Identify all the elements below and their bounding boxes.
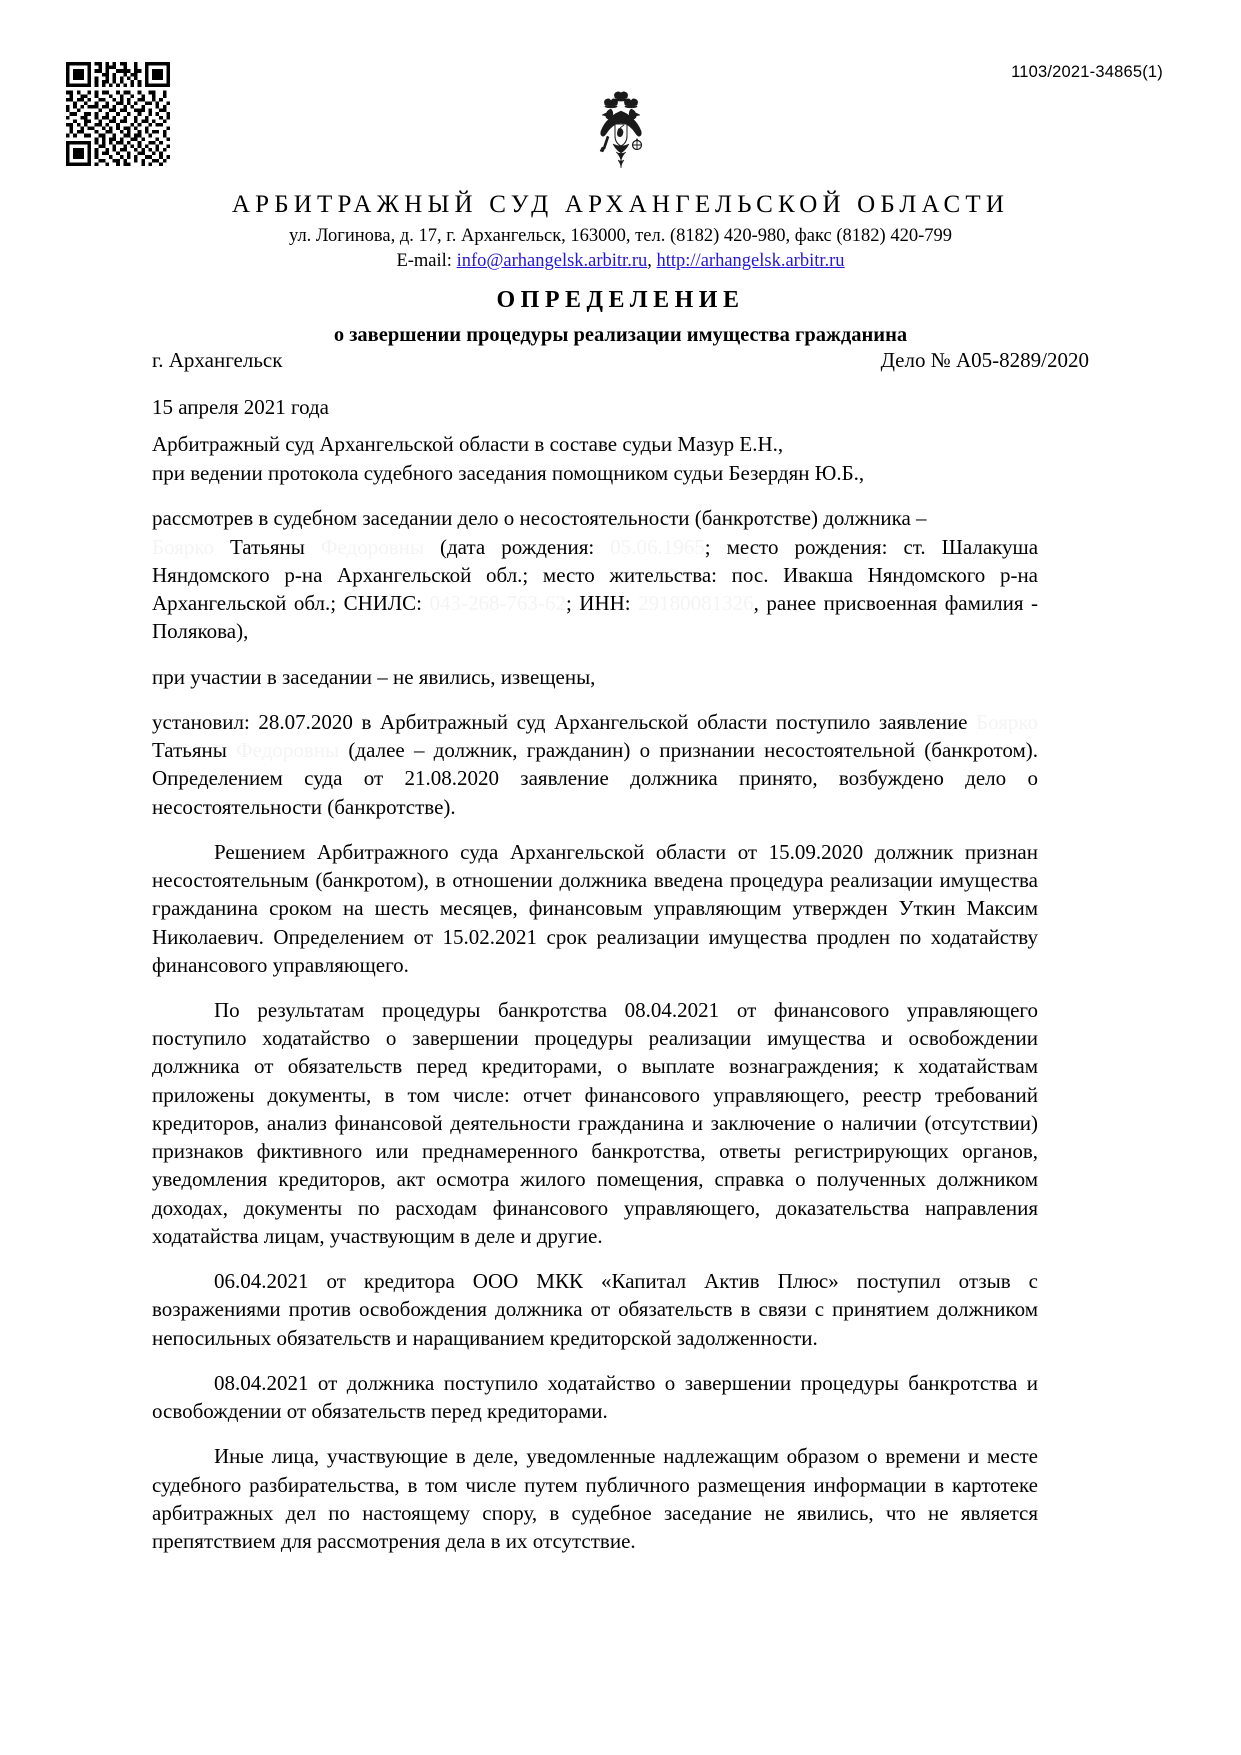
debtor-firstname: Татьяны <box>230 534 305 559</box>
paragraph-court-composition: Арбитражный суд Архангельской области в составе судьи Мазур Е.Н., <box>152 432 784 456</box>
redacted-inn: 29180081326 <box>638 591 754 616</box>
document-title-block <box>0 286 1241 347</box>
redacted-snils: 043-268-763-62 <box>429 591 566 616</box>
paragraph-court-decision: Решением Арбитражного суда Архангельской области от 15.09.2020 должник признан несостоятельным (банкротом), в отношении должника введена процедура реализации имущества гражданина сроком на шесть месяцев, финансовым управляющим утвержден Уткин Максим Николаевич. Определением от 15.02.2021 срок реализации имущества продлен по ходатайству финансового управляющего. <box>152 839 1038 977</box>
court-address: ул. Логинова, д. 17, г. Архангельск, 163000, тел. (8182) 420-980, факс (8182) 420-799 <box>289 225 952 246</box>
paragraph-considered-intro: рассмотрев в судебном заседании дело о несостоятельности (банкротстве) должника – <box>152 506 927 531</box>
court-contacts <box>0 250 1241 274</box>
contacts-separator: , <box>647 251 652 272</box>
document-date: 15 апреля 2021 года <box>152 395 329 419</box>
redacted-birth-date: 05.06.1965 <box>610 534 705 559</box>
established-first-line: установил: 28.07.2020 в Арбитражный суд Архангельской области поступило заявление <box>152 709 968 734</box>
established-continuation: (далее – должник, гражданин) о признании несостоятельной (банкротом). Определением суда от 21.08.2020 заявление должника принято, возбуждено дело о несостоятельности (банкротстве). <box>152 738 1039 819</box>
court-header <box>0 190 1241 274</box>
document-body <box>152 430 1038 1555</box>
redacted-debtor-patronymic: Федоровны <box>320 534 424 559</box>
city-label: г. Архангельск <box>152 348 283 372</box>
paragraph-creditor-objection: 06.04.2021 от кредитора ООО МКК «Капитал Актив Плюс» поступил отзыв с возражениями против освобождения должника от обязательств в связи с принятием должником непосильных обязательств и наращиванием кредиторской задолженности. <box>152 1269 1038 1350</box>
redacted-debtor-surname-2: Боярко <box>976 709 1038 734</box>
court-name: АРБИТРАЖНЫЙ СУД АРХАНГЕЛЬСКОЙ ОБЛАСТИ <box>231 191 1010 218</box>
birth-date-label: (дата рождения: <box>440 534 595 559</box>
paragraph-other-persons: Иные лица, участвующие в деле, уведомленные надлежащим образом о времени и месте судебного разбирательства, в том числе путем публичного размещения информации в картотеке арбитражных дел по настоящему спору, в судебное заседание не явились, что не является препятствием для рассмотрения дела в их отсутствие. <box>152 1444 1038 1553</box>
inn-label: ; ИНН: <box>565 591 631 616</box>
debtor-firstname-2: Татьяны <box>152 738 227 763</box>
paragraph-debtor-identity <box>152 533 1038 646</box>
russian-coat-of-arms-icon <box>0 88 1241 175</box>
redacted-debtor-surname: Боярко <box>152 534 214 559</box>
paragraph-protocol-secretary: при ведении протокола судебного заседания помощником судьи Безердян Ю.Б., <box>152 461 865 486</box>
paragraph-bankruptcy-results: По результатам процедуры банкротства 08.04.2021 от финансового управляющего поступило ходатайство о завершении процедуры реализации имущества и освобождении должника от обязательств перед кредиторами, о выплате вознаграждения; к ходатайствам приложены документы, в том числе: отчет финансового управляющего, реестр требований кредиторов, анализ финансовой деятельности гражданина и заключение о наличии (отсутствии) признаков фиктивного или преднамеренного банкротства, ответы регистрирующих органов, уведомления кредиторов, акт осмотра жилого помещения, справка о полученных должником доходах, документы по расходам финансового управляющего, доказательства направления ходатайства лицам, участвующим в деле и другие. <box>152 997 1038 1248</box>
paragraph-established-intro <box>152 708 1038 821</box>
paragraph-attendance: при участии в заседании – не явились, извещены, <box>152 664 596 689</box>
page-title: ОПРЕДЕЛЕНИЕ <box>496 287 745 313</box>
website-link[interactable]: http://arhangelsk.arbitr.ru <box>656 251 845 272</box>
birth-and-residence-info: ; место рождения: ст. Шалакуша Няндомского р-на Архангельской обл.; место жительства: пос. Ивакша Няндомского р-на Архангельской обл.; СНИЛС: <box>152 534 1039 616</box>
document-registration-number: 1103/2021-34865(1) <box>1011 63 1163 81</box>
email-label: E-mail: <box>396 251 452 272</box>
case-number: Дело № А05-8289/2020 <box>880 348 1089 372</box>
document-meta-row <box>152 348 1089 373</box>
redacted-debtor-patronymic-2: Федоровны <box>236 738 340 763</box>
email-link[interactable]: info@arhangelsk.arbitr.ru <box>456 251 648 272</box>
document-subtitle: о завершении процедуры реализации имущества гражданина <box>333 323 908 346</box>
paragraph-debtor-request: 08.04.2021 от должника поступило ходатайство о завершении процедуры банкротства и освобождении от обязательств перед кредиторами. <box>152 1370 1038 1424</box>
former-surname-info: , ранее присвоенная фамилия - Полякова), <box>152 591 1039 644</box>
